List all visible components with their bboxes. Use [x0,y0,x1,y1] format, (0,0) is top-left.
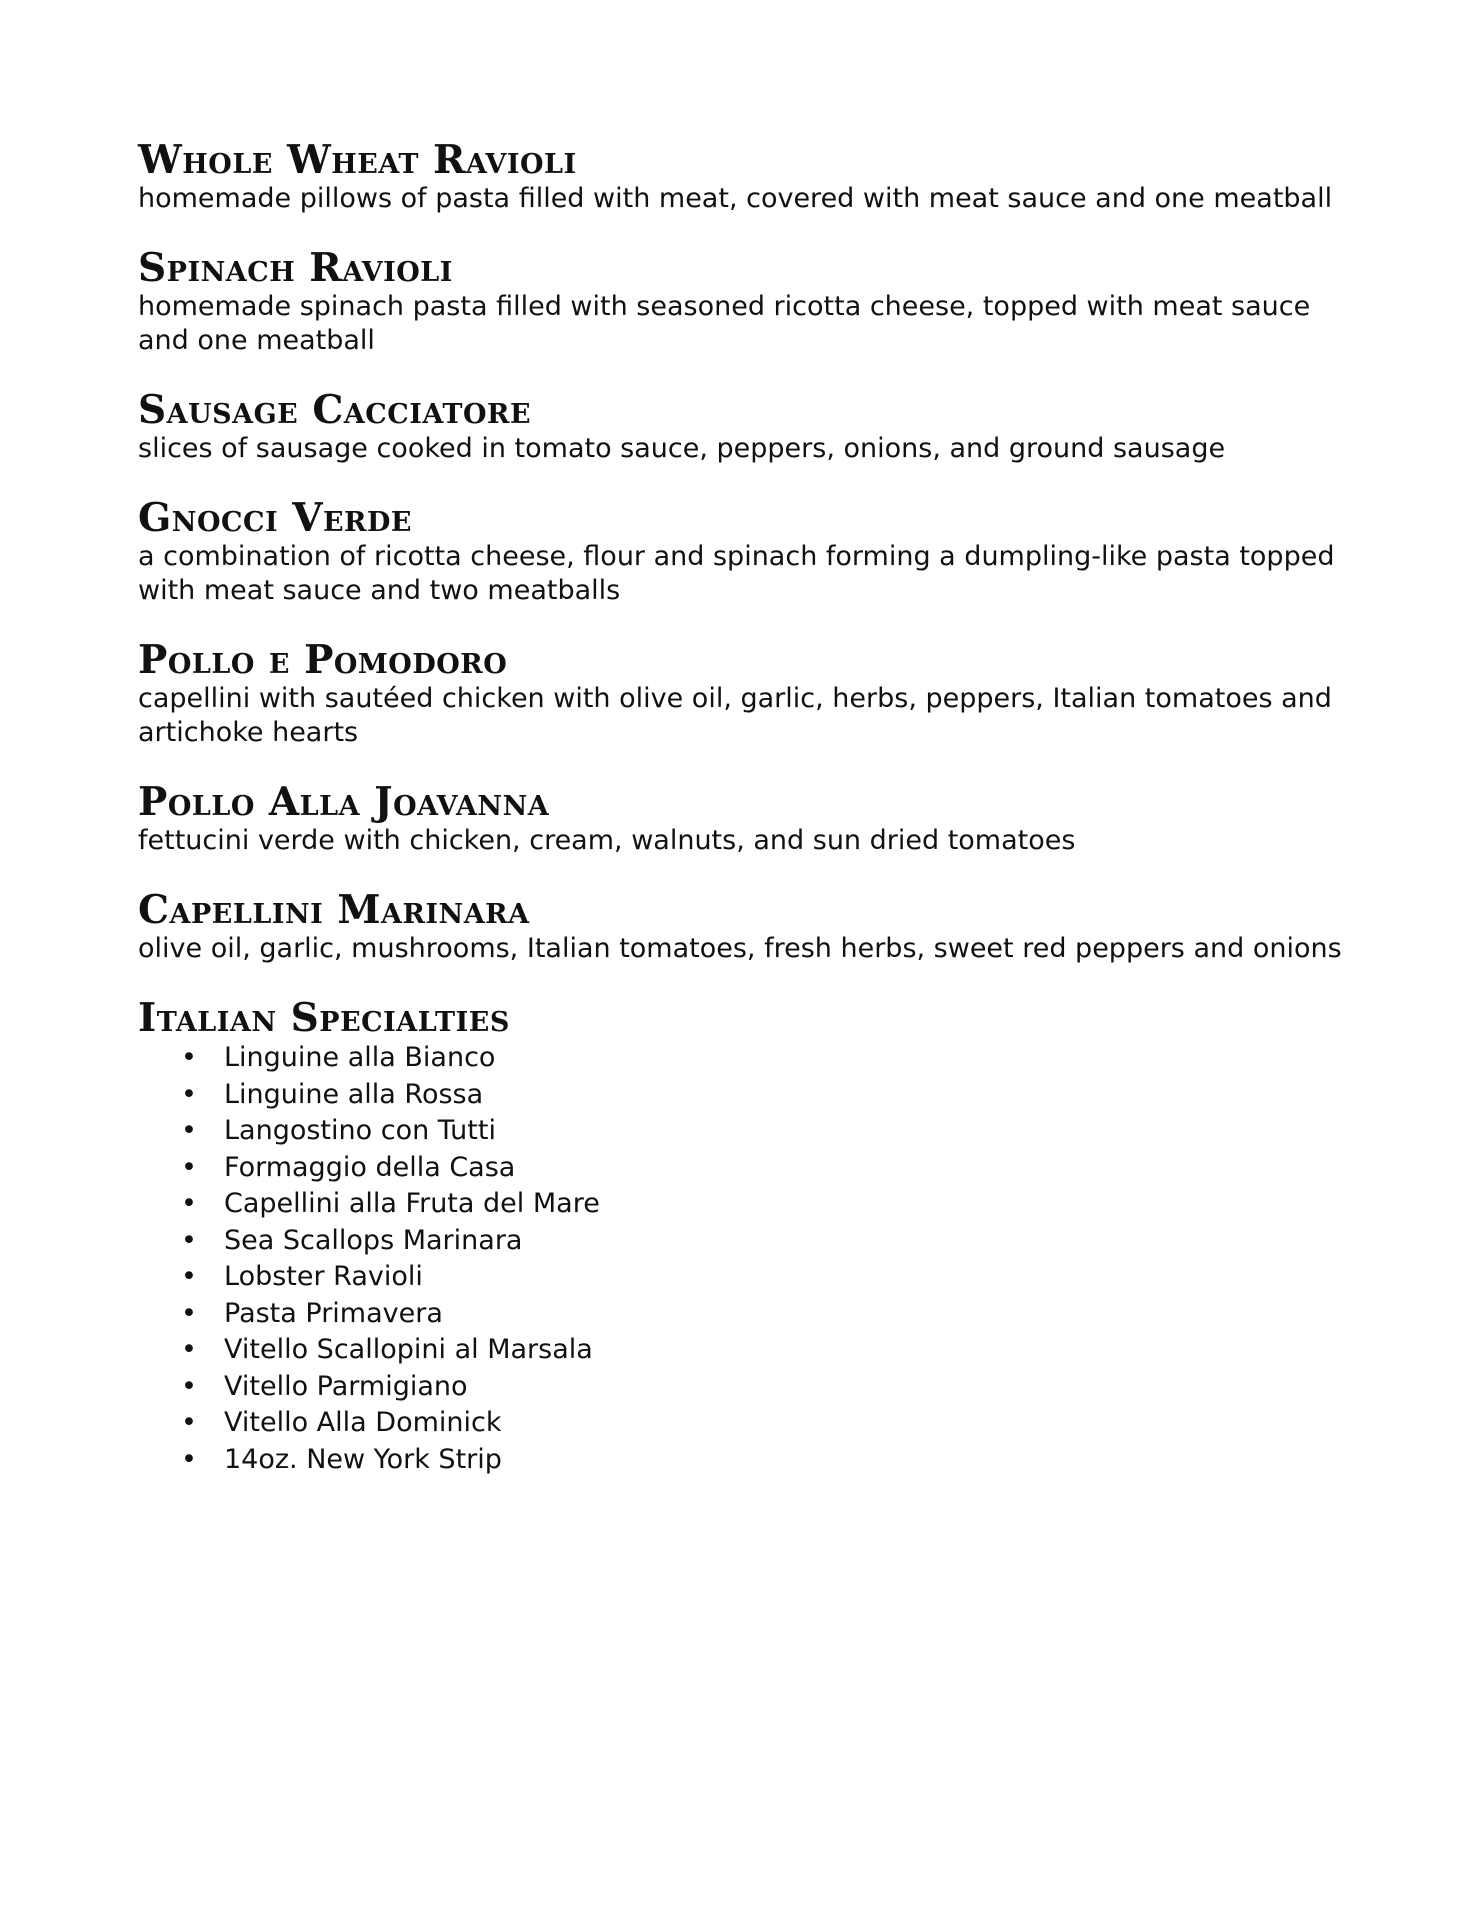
list-item [138,1259,1358,1296]
menu-item [138,496,1358,608]
dish-description: homemade pillows of pasta filled with meat, covered with meat sauce and one meatball [138,183,1333,214]
bullet-icon: • [181,1297,197,1329]
bullet-icon: • [181,1443,197,1475]
list-item-label: Langostino con Tutti [224,1115,496,1146]
list-item [138,1186,1358,1223]
bullet-icon: • [181,1151,197,1183]
dish-title: Capellini Marinara [138,887,530,933]
dish-title: Whole Wheat Ravioli [138,137,577,183]
dish-description: fettucini verde with chicken, cream, walnuts, and sun dried tomatoes [138,825,1076,856]
list-item-label: Sea Scallops Marinara [224,1224,523,1256]
dish-title: Pollo e Pomodoro [138,637,508,683]
menu-item [138,780,1358,858]
menu-item [138,888,1358,966]
list-item [138,1405,1358,1442]
dish-title: Pollo Alla Joavanna [138,779,550,825]
dish-title: Sausage Cacciatore [138,387,532,433]
bullet-icon: • [181,1224,197,1256]
dish-description: slices of sausage cooked in tomato sauce, peppers, onions, and ground sausage [138,433,1226,464]
list-item-label: Pasta Primavera [224,1297,443,1329]
dish-title: Spinach Ravioli [138,245,453,291]
list-item [138,1223,1358,1260]
menu-item [138,246,1358,358]
dish-description: olive oil, garlic, mushrooms, Italian tomatoes, fresh herbs, sweet red peppers and onions [138,933,1342,964]
list-item [138,1332,1358,1369]
specialties-list [138,1040,1358,1478]
bullet-icon: • [181,1261,197,1292]
list-item-label: Linguine alla Rossa [224,1078,484,1110]
specialties-section [138,996,1358,1478]
bullet-icon: • [181,1042,197,1073]
dish-description: capellini with sautéed chicken with olive oil, garlic, herbs, peppers, Italian tomatoes and artichoke hearts [138,683,1332,748]
menu-item [138,638,1358,750]
list-item [138,1150,1358,1187]
list-item [138,1077,1358,1114]
list-item [138,1040,1358,1077]
list-item-label: 14oz. New York Strip [224,1443,502,1475]
menu-page [138,138,1358,1478]
section-title: Italian Specialties [138,995,510,1041]
dish-description: homemade spinach pasta filled with seasoned ricotta cheese, topped with meat sauce and one meatball [138,291,1311,356]
list-item-label: Vitello Scallopini al Marsala [224,1334,593,1365]
list-item-label: Linguine alla Bianco [224,1042,496,1073]
bullet-icon: • [181,1370,197,1402]
list-item-label: Vitello Parmigiano [224,1370,468,1402]
dish-description: a combination of ricotta cheese, flour and spinach forming a dumpling-like pasta topped with meat sauce and two meatballs [138,541,1335,606]
bullet-icon: • [181,1115,197,1146]
bullet-icon: • [181,1078,197,1110]
list-item [138,1369,1358,1406]
list-item [138,1113,1358,1150]
list-item-label: Vitello Alla Dominick [224,1407,502,1438]
bullet-icon: • [181,1334,197,1365]
bullet-icon: • [181,1188,197,1219]
menu-item [138,388,1358,466]
list-item-label: Capellini alla Fruta del Mare [224,1188,600,1219]
list-item-label: Lobster Ravioli [224,1261,423,1292]
list-item-label: Formaggio della Casa [224,1151,516,1183]
list-item [138,1442,1358,1479]
dish-title: Gnocci Verde [138,495,412,541]
menu-item [138,138,1358,216]
list-item [138,1296,1358,1333]
bullet-icon: • [181,1407,197,1438]
